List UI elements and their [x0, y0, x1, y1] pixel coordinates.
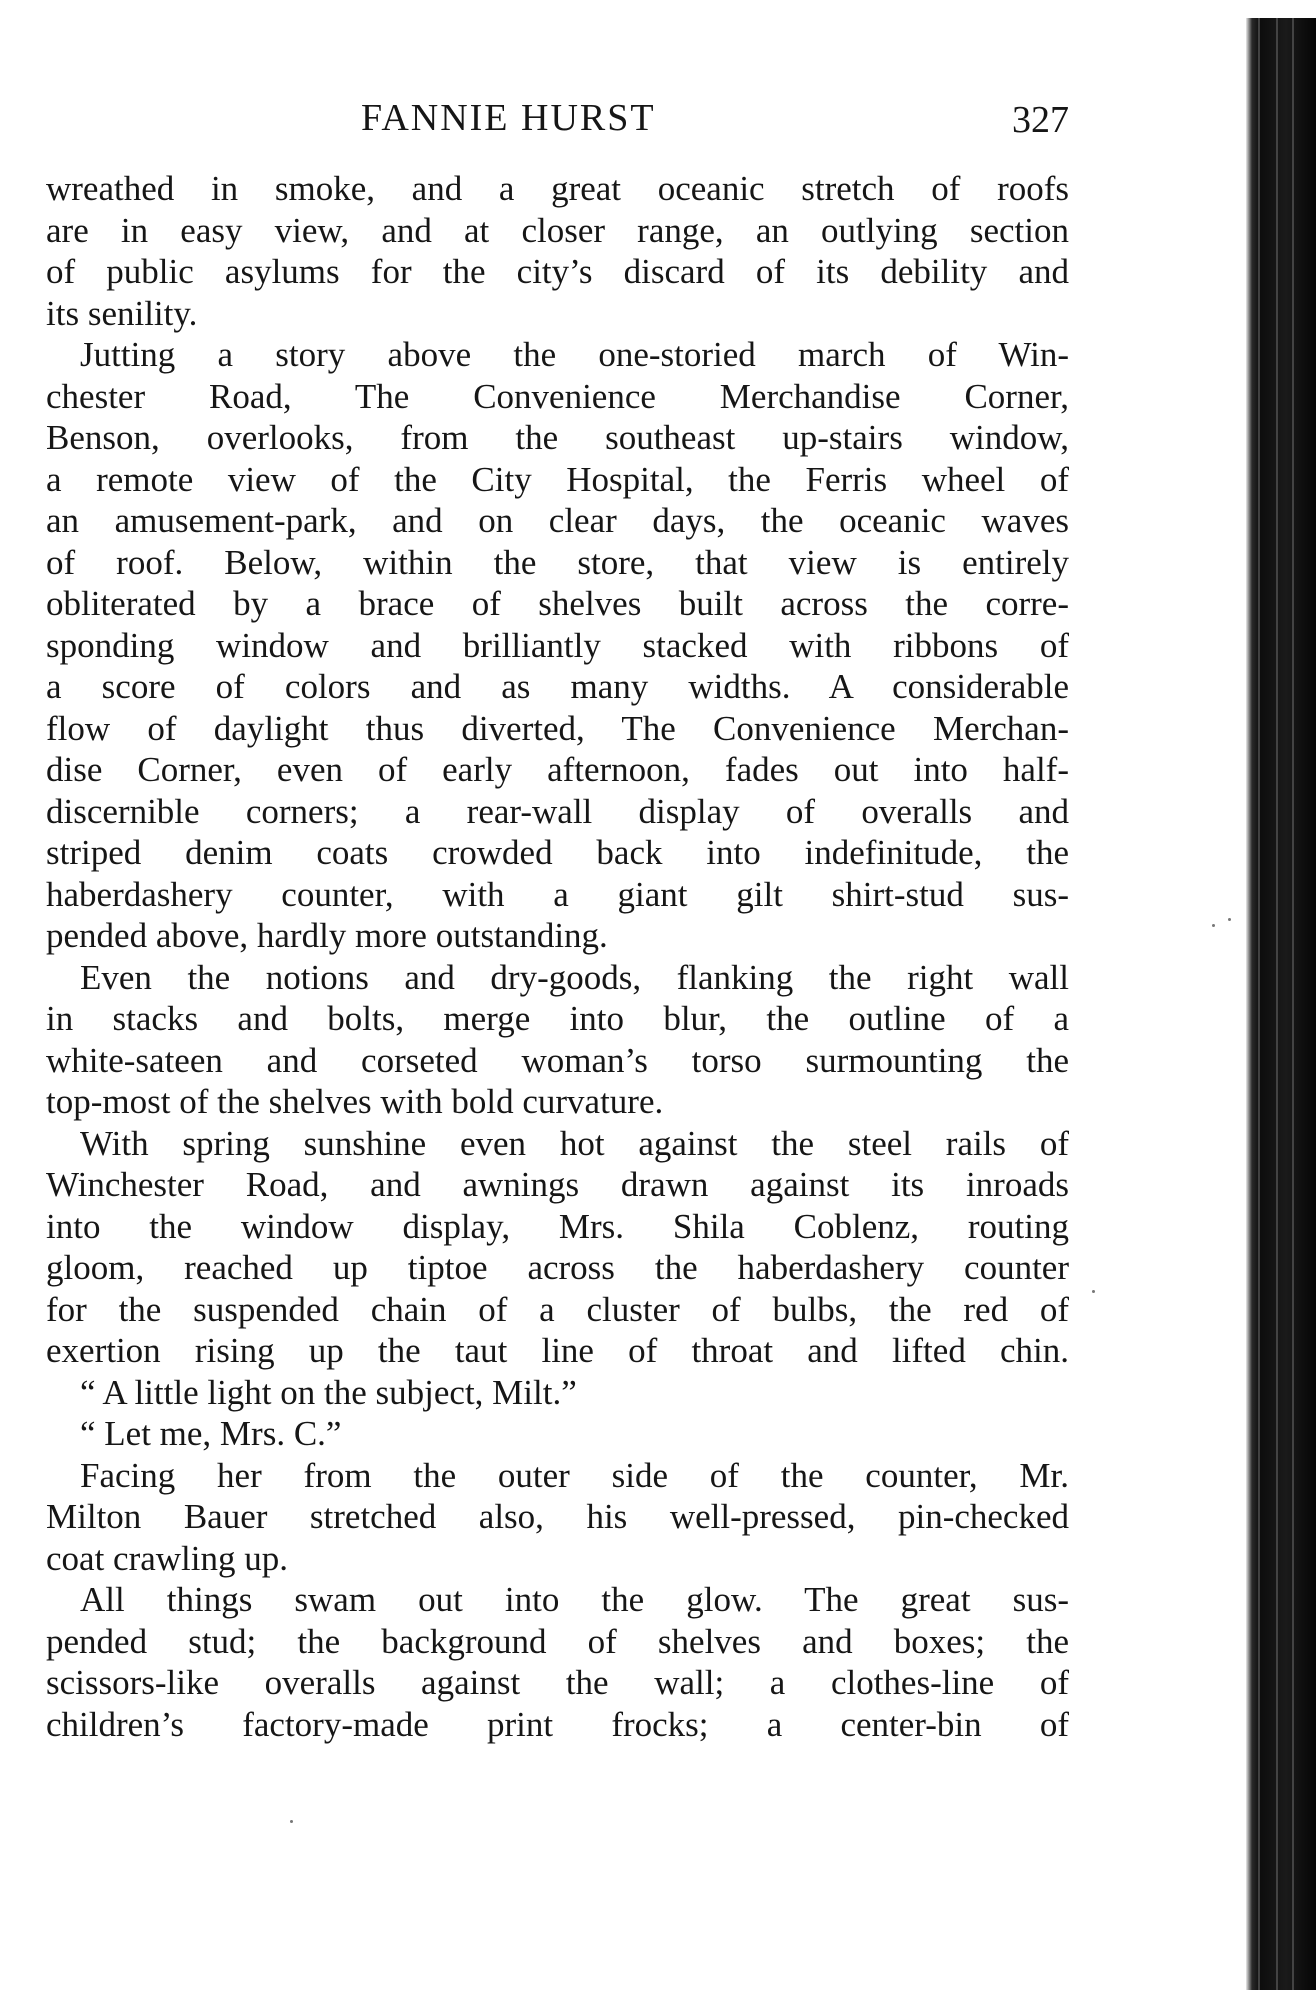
text-line: discernible corners; a rear-wall display of overalls and [46, 791, 1069, 831]
text-line: of roof. Below, within the store, that view is entirely [46, 542, 1069, 582]
text-line: Even the notions and dry-goods, flanking the right wall [80, 957, 1069, 997]
scan-speck [1228, 918, 1231, 921]
text-line: an amusement-park, and on clear days, the oceanic waves [46, 501, 1069, 540]
text-line: obliterated by a brace of shelves built across the corre- [46, 584, 1069, 623]
text-line: wreathed in smoke, and a great oceanic stretch of roofs [46, 169, 1069, 208]
scan-speck [1092, 1290, 1095, 1293]
text-line: gloom, reached up tiptoe across the haberdashery counter [46, 1248, 1069, 1287]
text-line: a score of colors and as many widths. A considerable [46, 667, 1069, 706]
text-line: haberdashery counter, with a giant gilt shirt-stud sus- [46, 874, 1069, 914]
text-line: into the window display, Mrs. Shila Coblenz, routing [46, 1206, 1069, 1246]
text-line: pended stud; the background of shelves and boxes; the [46, 1621, 1069, 1661]
text-line: exertion rising up the taut line of throat and lifted chin. [46, 1331, 1069, 1370]
scan-speck [1212, 924, 1215, 927]
text-line: its senility. [46, 293, 198, 333]
body-text [46, 168, 1069, 1745]
running-head [46, 96, 1069, 144]
text-line: striped denim coats crowded back into indefinitude, the [46, 833, 1069, 872]
dialogue-line: “ Let me, Mrs. C.” [80, 1414, 342, 1453]
text-line: a remote view of the City Hospital, the Ferris wheel of [46, 459, 1069, 499]
book-binding-edge [1246, 18, 1316, 1990]
text-line: dise Corner, even of early afternoon, fades out into half- [46, 750, 1069, 789]
page-number: 327 [1012, 99, 1069, 141]
text-line: are in easy view, and at closer range, an outlying section [46, 210, 1069, 250]
text-line: Jutting a story above the one-storied march of Win- [80, 335, 1069, 374]
text-line: scissors-like overalls against the wall; a clothes-line of [46, 1663, 1069, 1702]
text-line: Winchester Road, and awnings drawn against its inroads [46, 1165, 1069, 1204]
binding-streak [1292, 18, 1294, 1990]
text-line: white-sateen and corseted woman’s torso surmounting the [46, 1040, 1069, 1080]
text-line: Benson, overlooks, from the southeast up-stairs window, [46, 418, 1069, 457]
text-line: chester Road, The Convenience Merchandise Corner, [46, 376, 1069, 416]
running-head-title: FANNIE HURST [361, 97, 656, 139]
text-line: in stacks and bolts, merge into blur, the outline of a [46, 999, 1069, 1038]
text-line: pended above, hardly more outstanding. [46, 916, 608, 955]
text-line: of public asylums for the city’s discard of its debility and [46, 252, 1069, 291]
text-line: top-most of the shelves with bold curvature. [46, 1082, 664, 1121]
text-line: for the suspended chain of a cluster of bulbs, the red of [46, 1289, 1069, 1329]
text-line: All things swam out into the glow. The great sus- [80, 1580, 1069, 1619]
text-line: children’s factory-made print frocks; a center-bin of [46, 1704, 1069, 1744]
text-line: With spring sunshine even hot against the steel rails of [80, 1123, 1069, 1163]
binding-streak [1276, 18, 1278, 1990]
text-line: Facing her from the outer side of the counter, Mr. [80, 1455, 1069, 1495]
dialogue-line: “ A little light on the subject, Milt.” [80, 1372, 577, 1412]
text-line: sponding window and brilliantly stacked with ribbons of [46, 625, 1069, 665]
scan-speck [290, 1820, 293, 1823]
binding-streak [1258, 18, 1260, 1990]
text-line: coat crawling up. [46, 1538, 288, 1578]
text-line: Milton Bauer stretched also, his well-pressed, pin-checked [46, 1497, 1069, 1536]
text-line: flow of daylight thus diverted, The Convenience Merchan- [46, 708, 1069, 748]
